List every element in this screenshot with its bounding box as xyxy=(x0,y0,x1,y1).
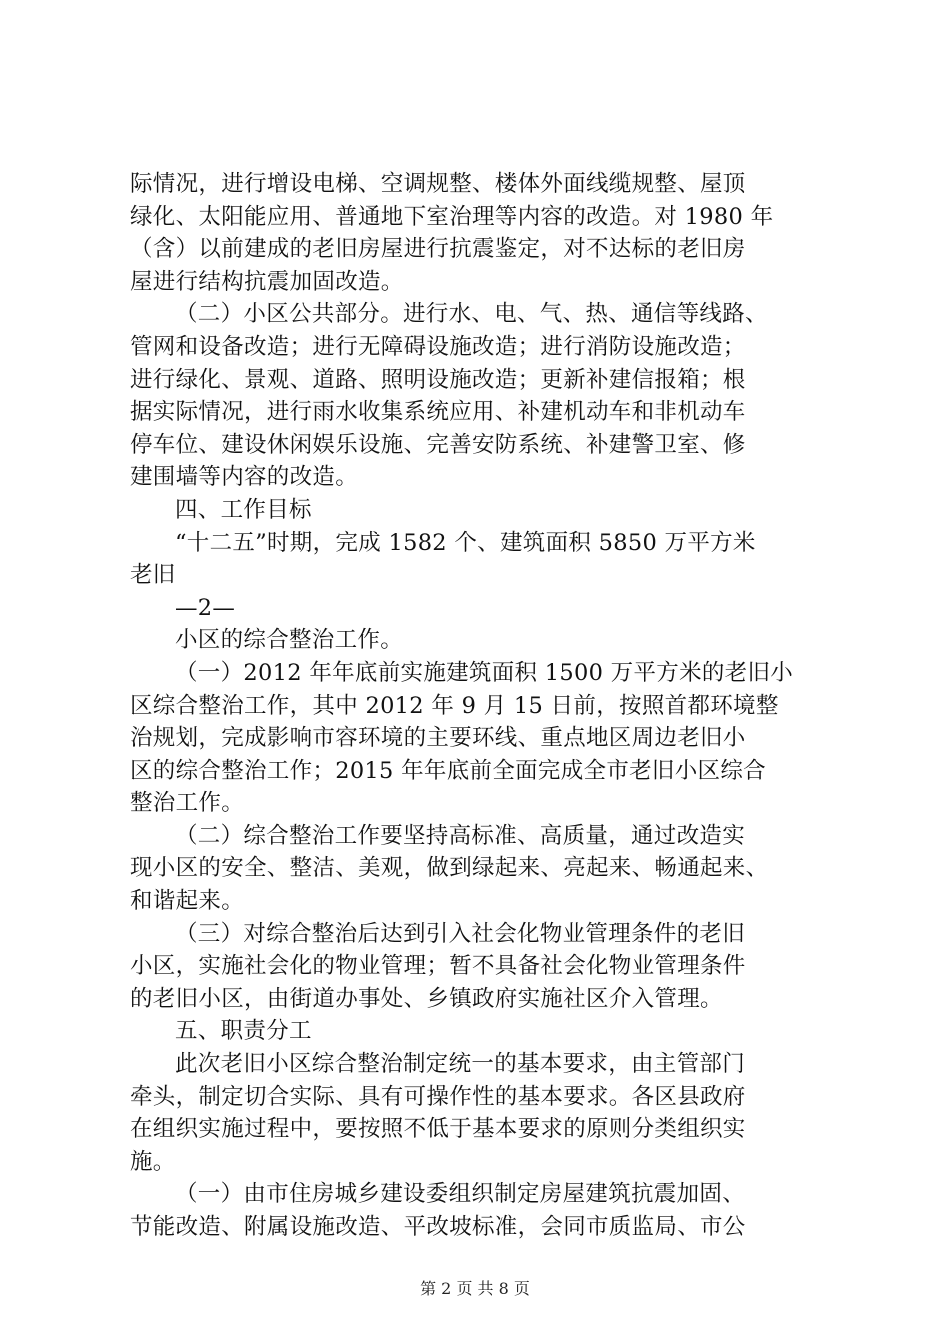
text-line: 老旧 xyxy=(130,562,176,589)
text-line: 节能改造、附属设施改造、平改坡标准，会同市质监局、市公 xyxy=(130,1214,746,1240)
text-line: 的老旧小区，由街道办事处、乡镇政府实施社区介入管理。 xyxy=(130,985,723,1012)
text-line: 建围墙等内容的改造。 xyxy=(130,464,359,491)
text-line: 五、职责分工 xyxy=(175,1018,312,1045)
text-line: （二）小区公共部分。进行水、电、气、热、通信等线路、 xyxy=(175,301,768,328)
text-line: “十二五”时期，完成 1582 个、建筑面积 5850 万平方米 xyxy=(175,529,756,556)
text-line: 牵头，制定切合实际、具有可操作性的基本要求。各区县政府 xyxy=(130,1083,746,1110)
text-line: 整治工作。 xyxy=(130,790,245,817)
text-line: 屋进行结构抗震加固改造。 xyxy=(130,268,404,295)
text-line: 区的综合整治工作；2015 年年底前全面完成全市老旧小区综合 xyxy=(130,757,766,784)
text-line: 四、工作目标 xyxy=(175,496,312,523)
text-line: 此次老旧小区综合整治制定统一的基本要求，由主管部门 xyxy=(175,1051,746,1078)
text-line: 现小区的安全、整洁、美观，做到绿起来、亮起来、畅通起来、 xyxy=(130,855,769,882)
text-line: 小区的综合整治工作。 xyxy=(175,627,404,654)
text-line: （含）以前建成的老旧房屋进行抗震鉴定，对不达标的老旧房 xyxy=(130,236,746,263)
text-line: 区综合整治工作，其中 2012 年 9 月 15 日前，按照首都环境整 xyxy=(130,692,779,719)
page-number-footer: 第 2 页 共 8 页 xyxy=(420,1279,530,1298)
text-line: 绿化、太阳能应用、普通地下室治理等内容的改造。对 1980 年 xyxy=(130,203,774,230)
text-line: —2— xyxy=(175,594,236,621)
text-line: （二）综合整治工作要坚持高标准、高质量，通过改造实 xyxy=(175,822,746,849)
text-line: 进行绿化、景观、道路、照明设施改造；更新补建信报箱；根 xyxy=(130,366,746,393)
document-body xyxy=(130,168,850,1244)
text-line: （三）对综合整治后达到引入社会化物业管理条件的老旧 xyxy=(175,920,746,947)
text-line: 停车位、建设休闲娱乐设施、完善安防系统、补建警卫室、修 xyxy=(130,431,746,458)
text-line: 治规划，完成影响市容环境的主要环线、重点地区周边老旧小 xyxy=(130,725,746,752)
text-line: （一）由市住房城乡建设委组织制定房屋建筑抗震加固、 xyxy=(175,1181,746,1208)
text-line: 施。 xyxy=(130,1148,176,1175)
text-line: 管网和设备改造；进行无障碍设施改造；进行消防设施改造； xyxy=(130,333,746,360)
text-line: 和谐起来。 xyxy=(130,888,245,915)
text-line: 际情况，进行增设电梯、空调规整、楼体外面线缆规整、屋顶 xyxy=(130,171,746,197)
text-line: 据实际情况，进行雨水收集系统应用、补建机动车和非机动车 xyxy=(130,399,746,426)
text-line: 在组织实施过程中，要按照不低于基本要求的原则分类组织实 xyxy=(130,1116,746,1143)
text-line: （一）2012 年年底前实施建筑面积 1500 万平方米的老旧小 xyxy=(175,659,794,686)
text-line: 小区，实施社会化的物业管理；暂不具备社会化物业管理条件 xyxy=(130,953,746,980)
